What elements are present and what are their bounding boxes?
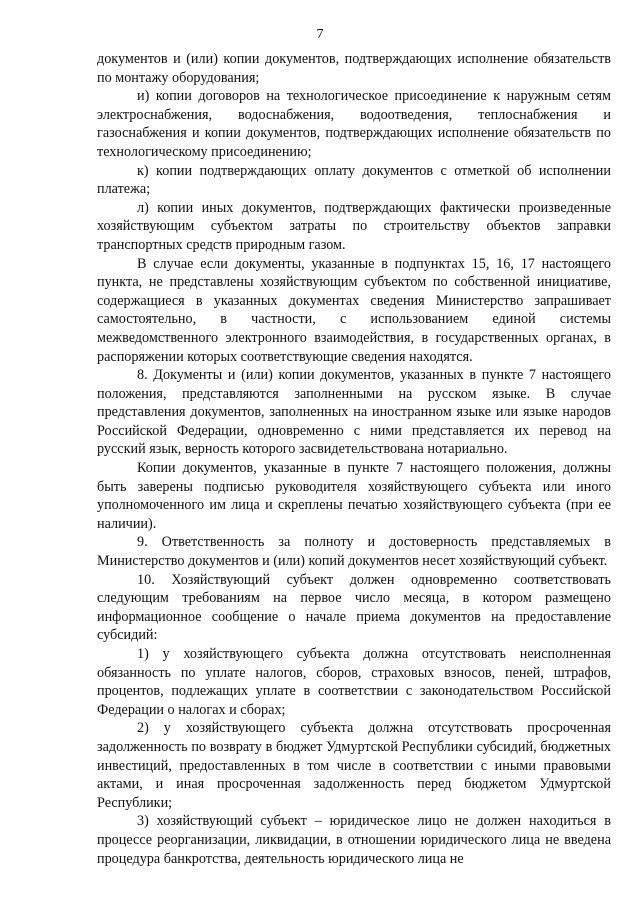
paragraph: и) копии договоров на технологическое присоединение к наружным сетям электроснабжения, водоснабжения, водоотведения, теплоснабжения и газоснабжения и копии документов, подтверждающих исполнение обязательств по технологическому присоединению; <box>97 88 611 160</box>
document-body <box>97 50 611 868</box>
paragraph: 10. Хозяйствующий субъект должен одновременно соответствовать следующим требованиям на первое число месяца, в котором размещено информационное сообщение о начале приема документов на предоставление субсидий: <box>97 571 611 644</box>
paragraph: 9. Ответственность за полноту и достоверность представляемых в Министерство документов и (или) копий документов несет хозяйствующий субъект. <box>97 534 611 570</box>
paragraph: 3) хозяйствующий субъект – юридическое лицо не должен находиться в процессе реорганизации, ликвидации, в отношении юридического лица не введена процедура банкротства, деятельность юридического лица не <box>97 813 611 867</box>
paragraph: л) копии иных документов, подтверждающих фактически произведенные хозяйствующим субъектом затраты по строительству объектов заправки транспортных средств природным газом. <box>97 199 611 253</box>
paragraph: Копии документов, указанные в пункте 7 настоящего положения, должны быть заверены подписью руководителя хозяйствующего субъекта или иного уполномоченного им лица и скреплены печатью хозяйствующего субъекта (при ее наличии). <box>97 460 611 532</box>
paragraph: 2) у хозяйствующего субъекта должна отсутствовать просроченная задолженность по возврату в бюджет Удмуртской Республики субсидий, бюджетных инвестиций, предоставленных в том числе в соответствии с иными правовыми актами, и иная просроченная задолженность перед бюджетом Удмуртской Республики; <box>97 720 611 811</box>
paragraph: документов и (или) копии документов, подтверждающих исполнение обязательств по монтажу оборудования; <box>97 51 611 86</box>
paragraph: 1) у хозяйствующего субъекта должна отсутствовать неисполненная обязанность по уплате налогов, сборов, страховых взносов, пеней, штрафов, процентов, подлежащих уплате в соответствии с законодательством Российской Федерации о налогах и сборах; <box>97 646 611 718</box>
paragraph: к) копии подтверждающих оплату документов с отметкой об исполнении платежа; <box>97 162 611 198</box>
page-number: 7 <box>316 27 324 42</box>
paragraph: 8. Документы и (или) копии документов, указанных в пункте 7 настоящего положения, представляются заполненными на русском языке. В случае представления документов, заполненных на иностранном языке или языке народов Российской Федерации, одновременно с ними представляется их перевод на русский язык, верность которого засвидетельствована нотариально. <box>97 367 611 458</box>
paragraph: В случае если документы, указанные в подпунктах 15, 16, 17 настоящего пункта, не представлены хозяйствующим субъектом по собственной инициативе, содержащиеся в указанных документах сведения Министерство запрашивает самостоятельно, в частности, с использованием единой системы межведомственного электронного взаимодействия, в государственных органах, в распоряжении которых соответствующие сведения находятся. <box>97 255 611 365</box>
